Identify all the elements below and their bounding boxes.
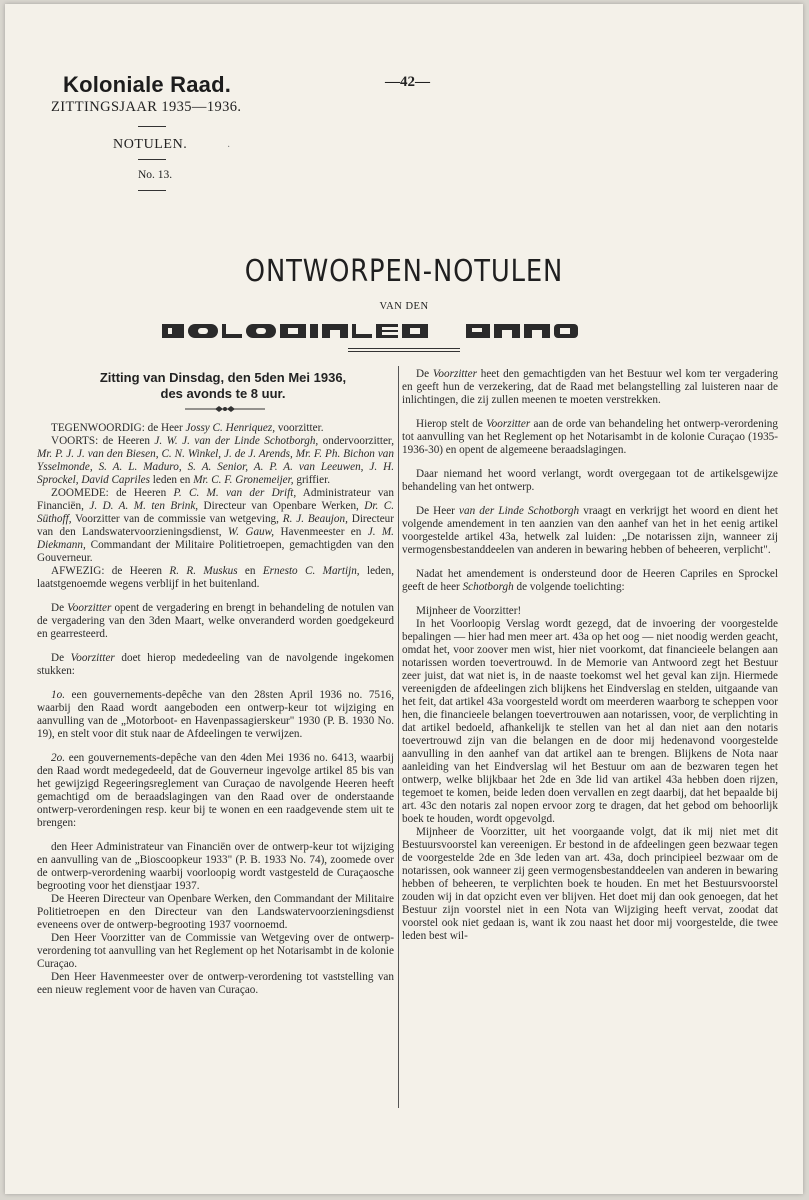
paragraph-articles: Daar niemand het woord verlangt, wordt overgegaan tot de artikelsgewijze behandeling van het ontwerp. [402,468,778,493]
session-heading [63,370,383,402]
header-rule-2 [138,159,166,160]
item-1: 1o. een gouvernements-depêche van den 28sten April 1936 no. 7516, waarbij den Raad wordt aangeboden een ontwerp-keur tot wijziging en aanvulling van de „Motorboot- en Havenpassagierskeur" 1930 (P. B. 1930 No. 19), en stelt voor dit stuk naar de Afdeelingen te verwijzen. [37,689,394,740]
header-rule-1 [138,126,166,127]
paragraph-conclusion: Mijnheer de Voorzitter, uit het voorgaande volgt, dat ik mij niet met dit Bestuursvoorstel kan vereenigen. Er bestond in de afdeelingen geen bezwaar tegen de voorgestelde 2de en 3de leden van art. 43a, doch principieel bezwaar om de notarissen, ook wanneer zij geen vermogensbestanddeelen van anderen in bewaring hebben of beheeren, te verplichten boek te houden. En met het Bestuursvoorstel zouden wij in dat opzicht even ver blijven. Het doet mij dan ook genoegen, dat het Bestuur zijn voorstel niet in een Nota van Wijziging heeft vervat, zoodat dat voorstel ook niet gedaan is, want ik zou naast het door mij voorgestelde, die twee leden best wil- [402,826,778,942]
session-heading-line-1: Zitting van Dinsdag, den 5den Mei 1936, [99,370,347,385]
item-2: 2o. een gouvernements-depêche van den 4den Mei 1936 no. 6413, waarbij den Raad wordt medegedeeld, dat de Gouverneur ingevolge artikel 85 bis van het gewijzigd Regeeringsreglement van Curaçao de navolgende Heeren heeft gemachtigd om de beraadslagingen van den Raad over de onderstaande ontwerp-verordeningen resp. keur bij te wonen en een raadgevende stem uit te brengen: [37,752,394,829]
paragraph-report: In het Voorloopig Verslag wordt gezegd, dat de invoering der voorgestelde bepalingen — hier had men meer art. 43a op het oog — niet noodig werden geacht, omdat het, voor zoover men wist, hier niet voorkomt, dat financieele belangen aan notarissen worden toevertrouwd. In de Memorie van Antwoord zegt het Bestuur zeer juist, dat wat niet is, in de naaste toekomst wel het geval kan zijn. Hiermede vereenigden de afdeelingen zich blijkens het Eindverslag en stelden, uitgaande van het feit, dat artikel 43a voorgesteld wordt om meerderen waarborg te scheppen voor hen, die financieele belangen toevertrouwen aan notarissen, voor, de verplichting in dat artikel bedoeld, afhankelijk te stellen van het al dan niet aan den notaris toevertrouwd zijn van die belangen en de door mij hedenavond voorgestelde aanvulling in den aanhef van dat artikel aan te brengen. Blijkens de Nota naar aanleiding van het Eindverslag wil het Bestuur om aan de bezwaren tegen het ontwerp, welke blijkbaar het 2de en 3de lid van artikel 43a hebben doen rijzen, tegemoet te komen, beide leden doen vervallen en zegt daarbij, dat het bepaalde bij art. 43c den notaris zal nopen ervoor zorg te dragen, dat het gebod om behoorlijk boek te houden, wordt opgevolgd. [402,618,778,825]
document-title: ONTWORPEN-NOTULEN [244,254,564,289]
session-heading-line-2: des avonds te 8 uur. [160,386,286,401]
left-column [37,422,394,997]
attendance-present: TEGENWOORDIG: de Heer Jossy C. Henriquez, voorzitter. [51,422,324,434]
salutation: Mijnheer de Voorzitter! [416,605,522,617]
session-year: ZITTINGSJAAR 1935—1936. [51,99,242,115]
title-rule-top [348,348,460,349]
section-label: NOTULEN. [113,137,188,152]
attendance-absent: AFWEZIG: de Heeren R. R. Muskus en Ernesto C. Martijn, leden, laatstgenoemde wegens verblijf in het buitenland. [37,565,394,590]
paragraph-amendment: De Heer van der Linde Schotborgh vraagt en verkrijgt het woord en dient het volgende amendement in ten aanzien van den aanhef van het in het eenig artikel voorgestelde artikel 43a, hetwelk zal luiden: „De notarissen zijn, wanneer zij vermogensbestanddeelen van anderen in bewaring hebben of beheeren, verplicht". [402,505,778,556]
paragraph-opening: De Voorzitter opent de vergadering en brengt in behandeling de notulen van de vergadering van den 3den Maart, welke onveranderd worden goedgekeurd en gearresteerd. [37,602,394,640]
document-page [5,4,803,1194]
stray-mark: · [227,142,231,153]
paragraph-agenda: Hierop stelt de Voorzitter aan de orde van behandeling het ontwerp-verordening tot aanvulling van het Reglement op het Notarisambt in de kolonie Curaçao (1935-1936-30) en opent de algemeene beraadslagingen. [402,418,778,456]
council-heading: Koloniale Raad. [63,72,232,97]
paragraph-welcome: De Voorzitter heet den gemachtigden van het Bestuur wel kom ter vergadering en geeft hun de verzekering, dat de Raad met belangstelling zal luisteren naar de inlichtingen, die zij zullen meenen te moeten verstrekken. [402,368,778,406]
delegate-1: den Heer Administrateur van Financiën over de ontwerp-keur tot wijziging en aanvulling van de „Bioscoopkeur 1933" (P. B. 1933 No. 74), zoomede over de ontwerp-verordening waarbij voorloopig wordt vastgesteld de Curaçaosche begrooting voor het dienstjaar 1937. [37,841,394,892]
attendance-also: VOORTS: de Heeren J. W. J. van der Linde Schotborgh, ondervoorzitter, Mr. P. J. J. van den Biesen, C. N. Winkel, J. de J. Arends, Mr. F. Ph. Bichon van Ysselmonde, S. A. L. Maduro, S. A. Senior, A. P. A. van Leeuwen, J. H. Sprockel, David Capriles leden en Mr. C. F. Gronemeijer, griffier. [37,435,394,486]
ornament-divider [185,404,265,414]
attendance-delegates: ZOOMEDE: de Heeren P. C. M. van der Drift, Administrateur van Financiën, J. D. A. M. ten Brink, Directeur van Openbare Werken, Dr. C. Süthoff, Voorzitter van de commissie van wetgeving, R. J. Beaujon, Directeur van den Landswatervoorzieningsdienst, W. Gauw, Havenmeester en J. M. Diekmann, Commandant der Militaire Politietroepen, gemachtigden van den Gouverneur. [37,487,394,564]
delegate-4: Den Heer Havenmeester over de ontwerp-verordening tot vaststelling van een nieuw reglement voor de haven van Curaçao. [37,971,394,996]
page-number: —42— [385,74,430,90]
council-banner-logotype [160,320,640,342]
title-subline: VAN DEN [379,301,429,312]
delegate-2: De Heeren Directeur van Openbare Werken, den Commandant der Militaire Politietroepen en den Directeur van den Landswatervoorzieningsdienst eveneens over de ontwerp-begrooting 1937 voornoemd. [37,893,394,931]
issue-number: No. 13. [138,169,173,181]
header-rule-3 [138,190,166,191]
column-divider [398,366,399,1108]
delegate-3: Den Heer Voorzitter van de Commissie van Wetgeving over de ontwerp-verordening tot aanvulling van het Reglement op het Notarisambt in de kolonie Curaçao. [37,932,394,970]
right-column [402,368,778,943]
paragraph-explanation-intro: Nadat het amendement is ondersteund door de Heeren Capriles en Sprockel geeft de heer Schotborgh de volgende toelichting: [402,568,778,593]
title-rule-bottom [348,351,460,352]
paragraph-notice: De Voorzitter doet hierop mededeeling van de navolgende ingekomen stukken: [37,652,394,677]
